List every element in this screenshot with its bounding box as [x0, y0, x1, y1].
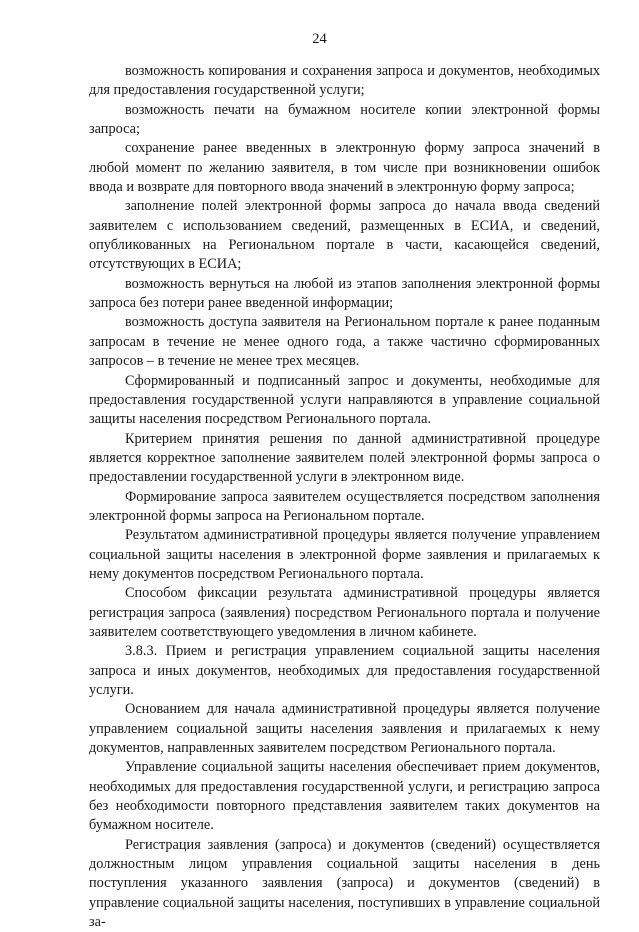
- paragraph-procedure-result: Результатом административной процедуры является получение управлением социальной защиты населения в электронной форме заявления и прилагаемых к нему документов посредством Регионального портала.: [89, 527, 600, 582]
- paragraph-procedure-basis: Основанием для начала административной процедуры является получение управлением социальной защиты населения заявления и прилагаемых к нему документов, направленных заявителем посредством Регионального портала.: [89, 701, 600, 757]
- paragraph-prefill-fields: заполнение полей электронной формы запроса до начала ввода сведений заявителем с использованием сведений, размещенных в ЕСИА, и сведений, опубликованных на Региональном портале в части, касающейся сведений, отсутствующих в ЕСИА;: [89, 198, 600, 273]
- paragraph-access-requests: возможность доступа заявителя на Региональном портале к ранее поданным запросам в течение не менее одного года, а также частично сформированных запросов – в течение не менее трех месяцев.: [89, 314, 600, 370]
- paragraph-save-values: сохранение ранее введенных в электронную форму запроса значений в любой момент по желанию заявителя, в том числе при возникновении ошибок ввода и возврате для повторного ввода значений в электронную форму запроса;: [89, 140, 600, 196]
- paragraph-submission: Сформированный и подписанный запрос и документы, необходимые для предоставления государственной услуги направляются в управление социальной защиты населения посредством Регионального портала.: [89, 372, 600, 428]
- page-number: 24: [312, 31, 327, 47]
- paragraph-request-forming: Формирование запроса заявителем осуществляется посредством заполнения электронной формы запроса на Региональном портале.: [89, 488, 600, 524]
- paragraph-registration: Регистрация заявления (запроса) и документов (сведений) осуществляется должностным лицом управления социальной защиты населения в день поступления указанного заявления (запроса) и документов (сведений) в управление социальной защиты населения, поступивших в управление социальной за-: [89, 836, 600, 931]
- section-heading-3-8-3: 3.8.3. Прием и регистрация управлением социальной защиты населения запроса и иных документов, необходимых для предоставления государственной услуги.: [89, 643, 600, 698]
- paragraph-print: возможность печати на бумажном носителе копии электронной формы запроса;: [89, 101, 600, 138]
- paragraph-decision-criterion: Критерием принятия решения по данной административной процедуре является корректное заполнение заявителем полей электронной формы запроса о предоставлении государственной услуги в электронном виде.: [89, 430, 600, 486]
- paragraph-return-stage: возможность вернуться на любой из этапов заполнения электронной формы запроса без потери ранее введенной информации;: [89, 275, 600, 312]
- document-body: [89, 62, 600, 932]
- paragraph-fixation-method: Способом фиксации результата административной процедуры является регистрация запроса (заявления) посредством Регионального портала и получение заявителем соответствующего уведомления в личном кабинете.: [89, 585, 600, 640]
- paragraph-document-acceptance: Управление социальной защиты населения обеспечивает прием документов, необходимых для предоставления государственной услуги, и регистрацию запроса без необходимости повторного представления заявителем таких документов на бумажном носителе.: [89, 759, 600, 834]
- paragraph-copy-save: возможность копирования и сохранения запроса и документов, необходимых для предоставления государственной услуги;: [89, 63, 600, 99]
